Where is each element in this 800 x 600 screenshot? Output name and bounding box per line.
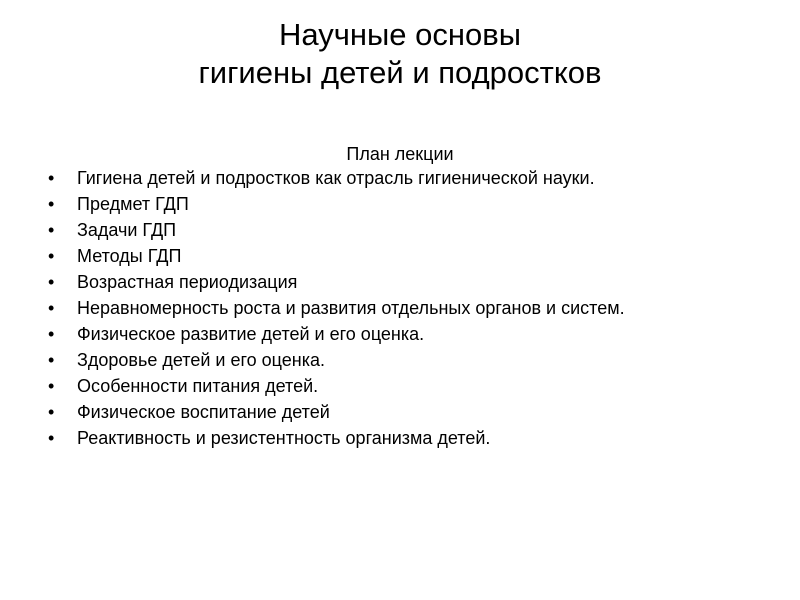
- list-item: [48, 271, 748, 293]
- list-item-text: Предмет ГДП: [77, 194, 189, 214]
- list-item: [48, 193, 748, 215]
- list-item-text: Возрастная периодизация: [77, 272, 298, 292]
- bullet-icon: •: [48, 168, 55, 188]
- bullet-icon: •: [48, 272, 55, 292]
- bullet-icon: •: [48, 428, 55, 448]
- bullet-icon: •: [48, 246, 55, 266]
- slide-title-line-1: Научные основы: [278, 17, 522, 52]
- list-item: [48, 245, 748, 267]
- list-item: [48, 167, 748, 189]
- list-item-text: Реактивность и резистентность организма детей.: [77, 428, 491, 448]
- lecture-plan-list: [48, 167, 748, 453]
- bullet-icon: •: [48, 220, 55, 240]
- list-item-text: Неравномерность роста и развития отдельных органов и систем.: [77, 298, 625, 318]
- list-item: [48, 323, 748, 345]
- bullet-icon: •: [48, 324, 55, 344]
- slide-title-line-2: гигиены детей и подростков: [198, 55, 602, 90]
- list-item: [48, 349, 748, 371]
- list-item-text: Методы ГДП: [77, 246, 182, 266]
- list-item: [48, 219, 748, 241]
- bullet-icon: •: [48, 350, 55, 370]
- list-item: [48, 375, 748, 397]
- list-item-text: Физическое развитие детей и его оценка.: [77, 324, 425, 344]
- list-item: [48, 427, 748, 449]
- lecture-plan-heading: План лекции: [346, 144, 454, 164]
- list-item-text: Гигиена детей и подростков как отрасль гигиенической науки.: [77, 168, 595, 188]
- list-item: [48, 297, 748, 319]
- list-item-text: Физическое воспитание детей: [77, 402, 330, 422]
- slide-title: [0, 16, 800, 92]
- bullet-icon: •: [48, 402, 55, 422]
- list-item-text: Здоровье детей и его оценка.: [77, 350, 325, 370]
- bullet-icon: •: [48, 376, 55, 396]
- list-item: [48, 401, 748, 423]
- list-item-text: Задачи ГДП: [77, 220, 177, 240]
- list-item-text: Особенности питания детей.: [77, 376, 319, 396]
- bullet-icon: •: [48, 298, 55, 318]
- bullet-icon: •: [48, 194, 55, 214]
